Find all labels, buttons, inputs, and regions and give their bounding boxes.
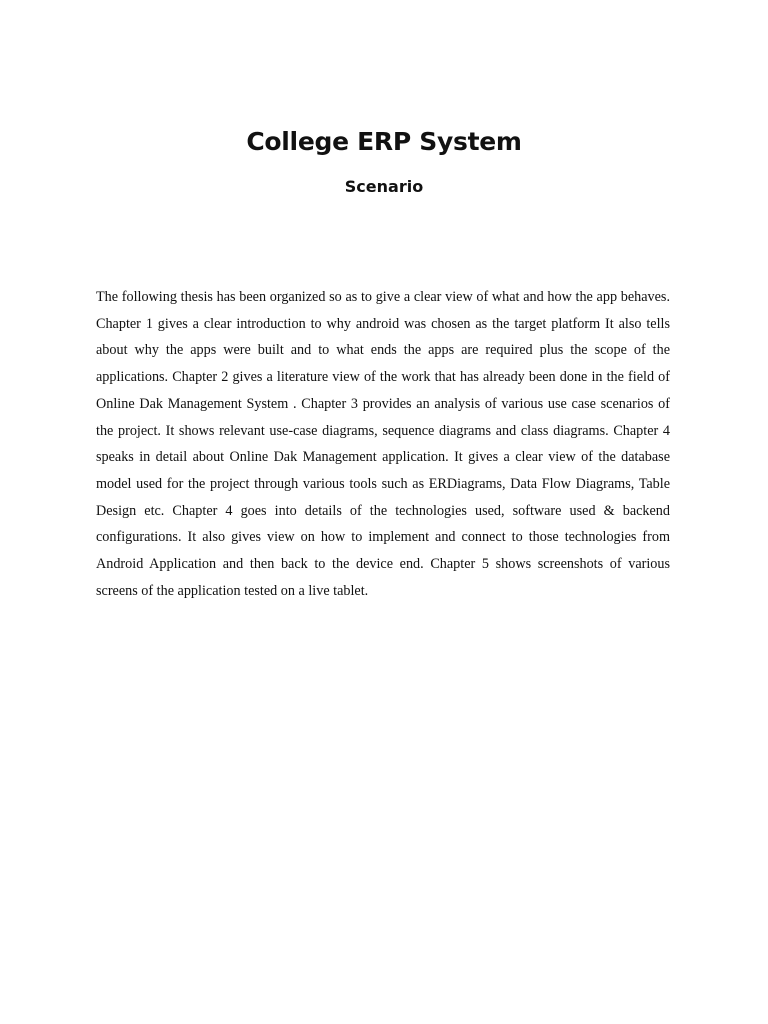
page-title: College ERP System [246,127,522,156]
body-paragraph: The following thesis has been organized so as to give a clear view of what and how the app behaves. Chapter 1 gives a clear introduction to why android was chosen as the target platform It also tells about why the apps were built and to what ends the apps are required plus the scope of the applications. Chapter 2 gives a literature view of the work that has already been done in the field of Online Dak Management System . Chapter 3 provides an analysis of various use case scenarios of the project. It shows relevant use-case diagrams, sequence diagrams and class diagrams. Chapter 4 speaks in detail about Online Dak Management application. It gives a clear view of the database model used for the project through various tools such as ERDiagrams, Data Flow Diagrams, Table Design etc. Chapter 4 goes into details of the technologies used, software used & backend configurations. It also gives view on how to implement and connect to those technologies from Android Application and then back to the device end. Chapter 5 shows screenshots of various screens of the application tested on a live tablet. [96,289,670,599]
section-heading: Scenario [344,177,424,196]
